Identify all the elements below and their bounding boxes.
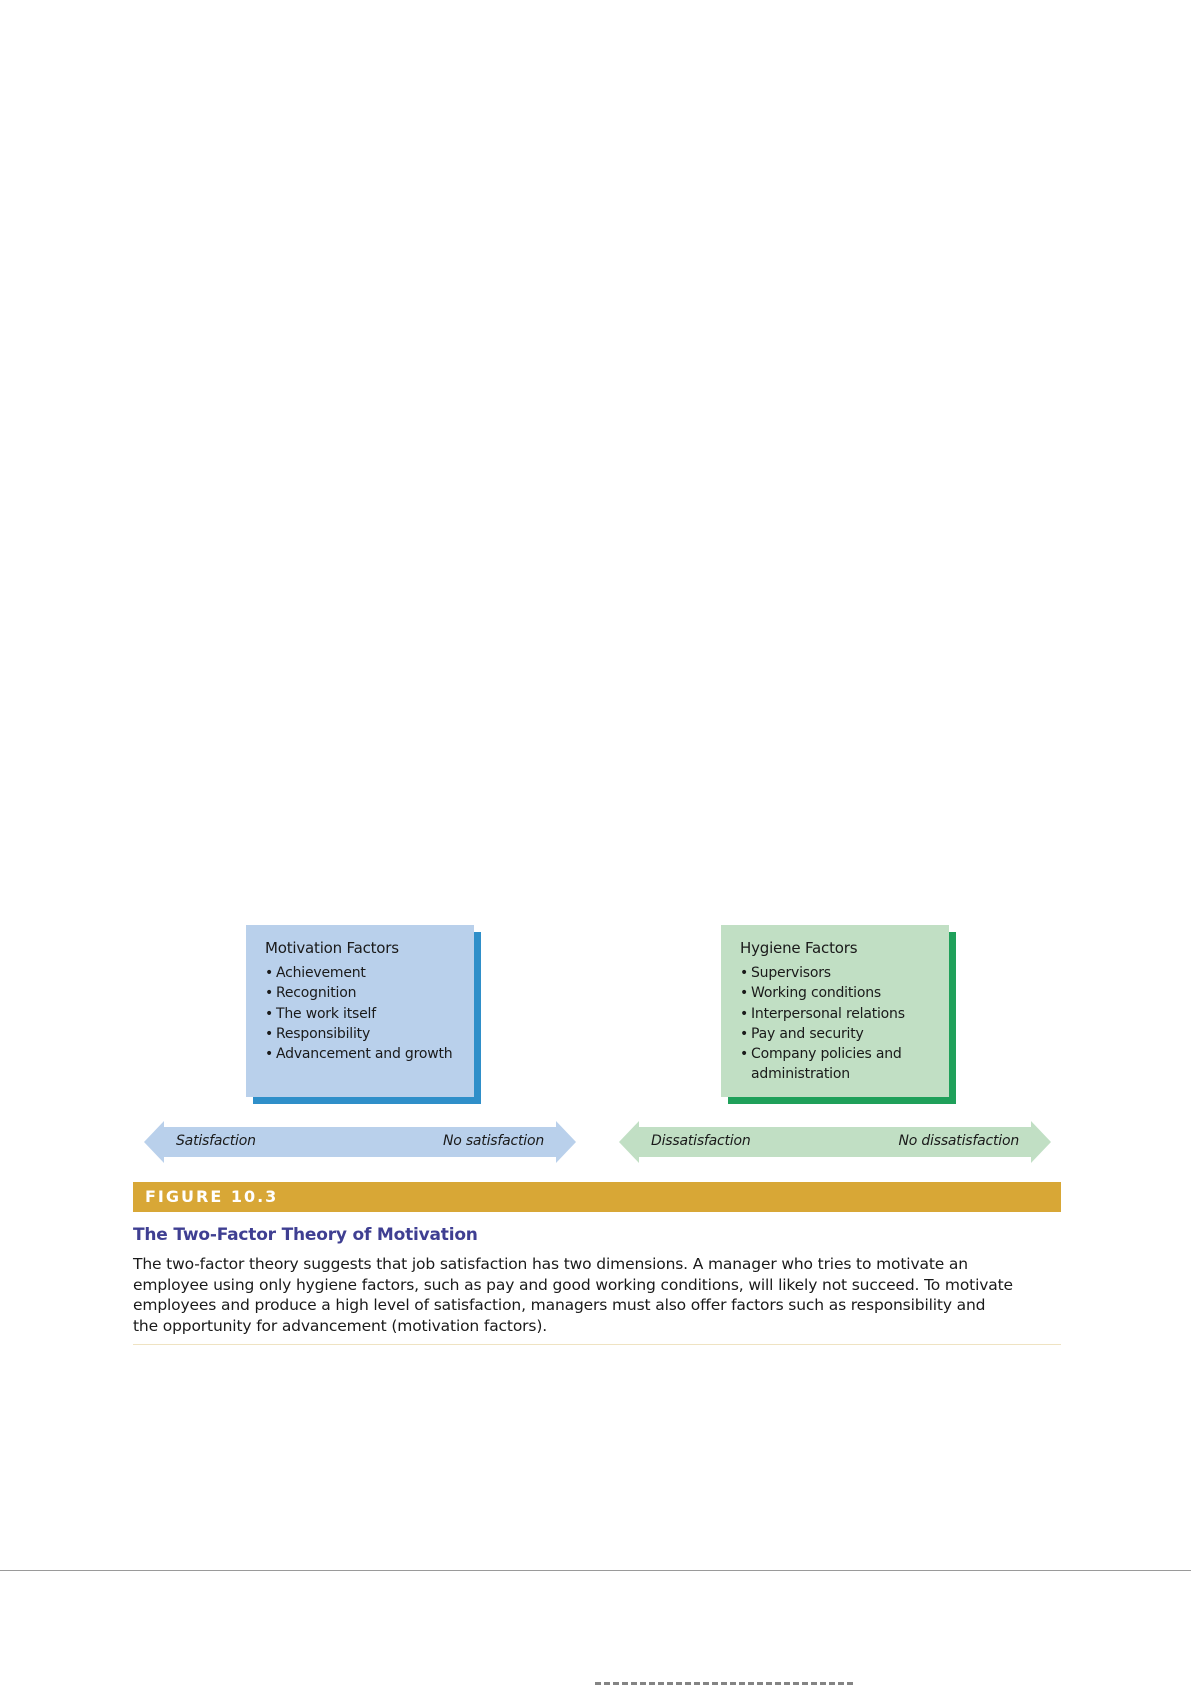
figure-caption: The two-factor theory suggests that job satisfaction has two dimensions. A manager who tries to motivate an employee using only hygiene factors, such as pay and good working conditions, will likely not succeed. To motivate employees and produce a high level of satisfaction, managers must also offer factors such as responsibility and the opportunity for advancement (motivation factors). bbox=[133, 1255, 1013, 1335]
figure-number: FIGURE 10.3 bbox=[145, 1187, 279, 1206]
no-dissatisfaction-label: No dissatisfaction bbox=[898, 1133, 1019, 1149]
dissatisfaction-label: Dissatisfaction bbox=[651, 1133, 751, 1149]
dissatisfaction-arrow bbox=[619, 1121, 1051, 1163]
caption-divider bbox=[133, 1344, 1061, 1345]
list-item: • Recognition bbox=[265, 983, 474, 1003]
satisfaction-label: Satisfaction bbox=[176, 1133, 256, 1149]
list-item: • Advancement and growth bbox=[265, 1044, 474, 1064]
page-footer-divider bbox=[0, 1570, 1191, 1571]
hygiene-factors-list bbox=[740, 963, 949, 1085]
figure-label-band bbox=[133, 1182, 1061, 1212]
list-item: • Supervisors bbox=[740, 963, 949, 983]
list-item: • Interpersonal relations bbox=[740, 1004, 949, 1024]
satisfaction-arrow bbox=[144, 1121, 576, 1163]
list-item: • The work itself bbox=[265, 1004, 474, 1024]
motivation-factors-box bbox=[246, 925, 474, 1097]
list-item: • Working conditions bbox=[740, 983, 949, 1003]
motivation-factors-title: Motivation Factors bbox=[265, 939, 399, 957]
list-item: • Responsibility bbox=[265, 1024, 474, 1044]
no-satisfaction-label: No satisfaction bbox=[442, 1133, 544, 1149]
hygiene-factors-title: Hygiene Factors bbox=[740, 939, 858, 957]
list-item: • Company policies and administration bbox=[740, 1044, 949, 1085]
hygiene-factors-box bbox=[721, 925, 949, 1097]
motivation-factors-list bbox=[265, 963, 474, 1064]
list-item: • Achievement bbox=[265, 963, 474, 983]
list-item: • Pay and security bbox=[740, 1024, 949, 1044]
figure-title: The Two-Factor Theory of Motivation bbox=[133, 1225, 478, 1245]
